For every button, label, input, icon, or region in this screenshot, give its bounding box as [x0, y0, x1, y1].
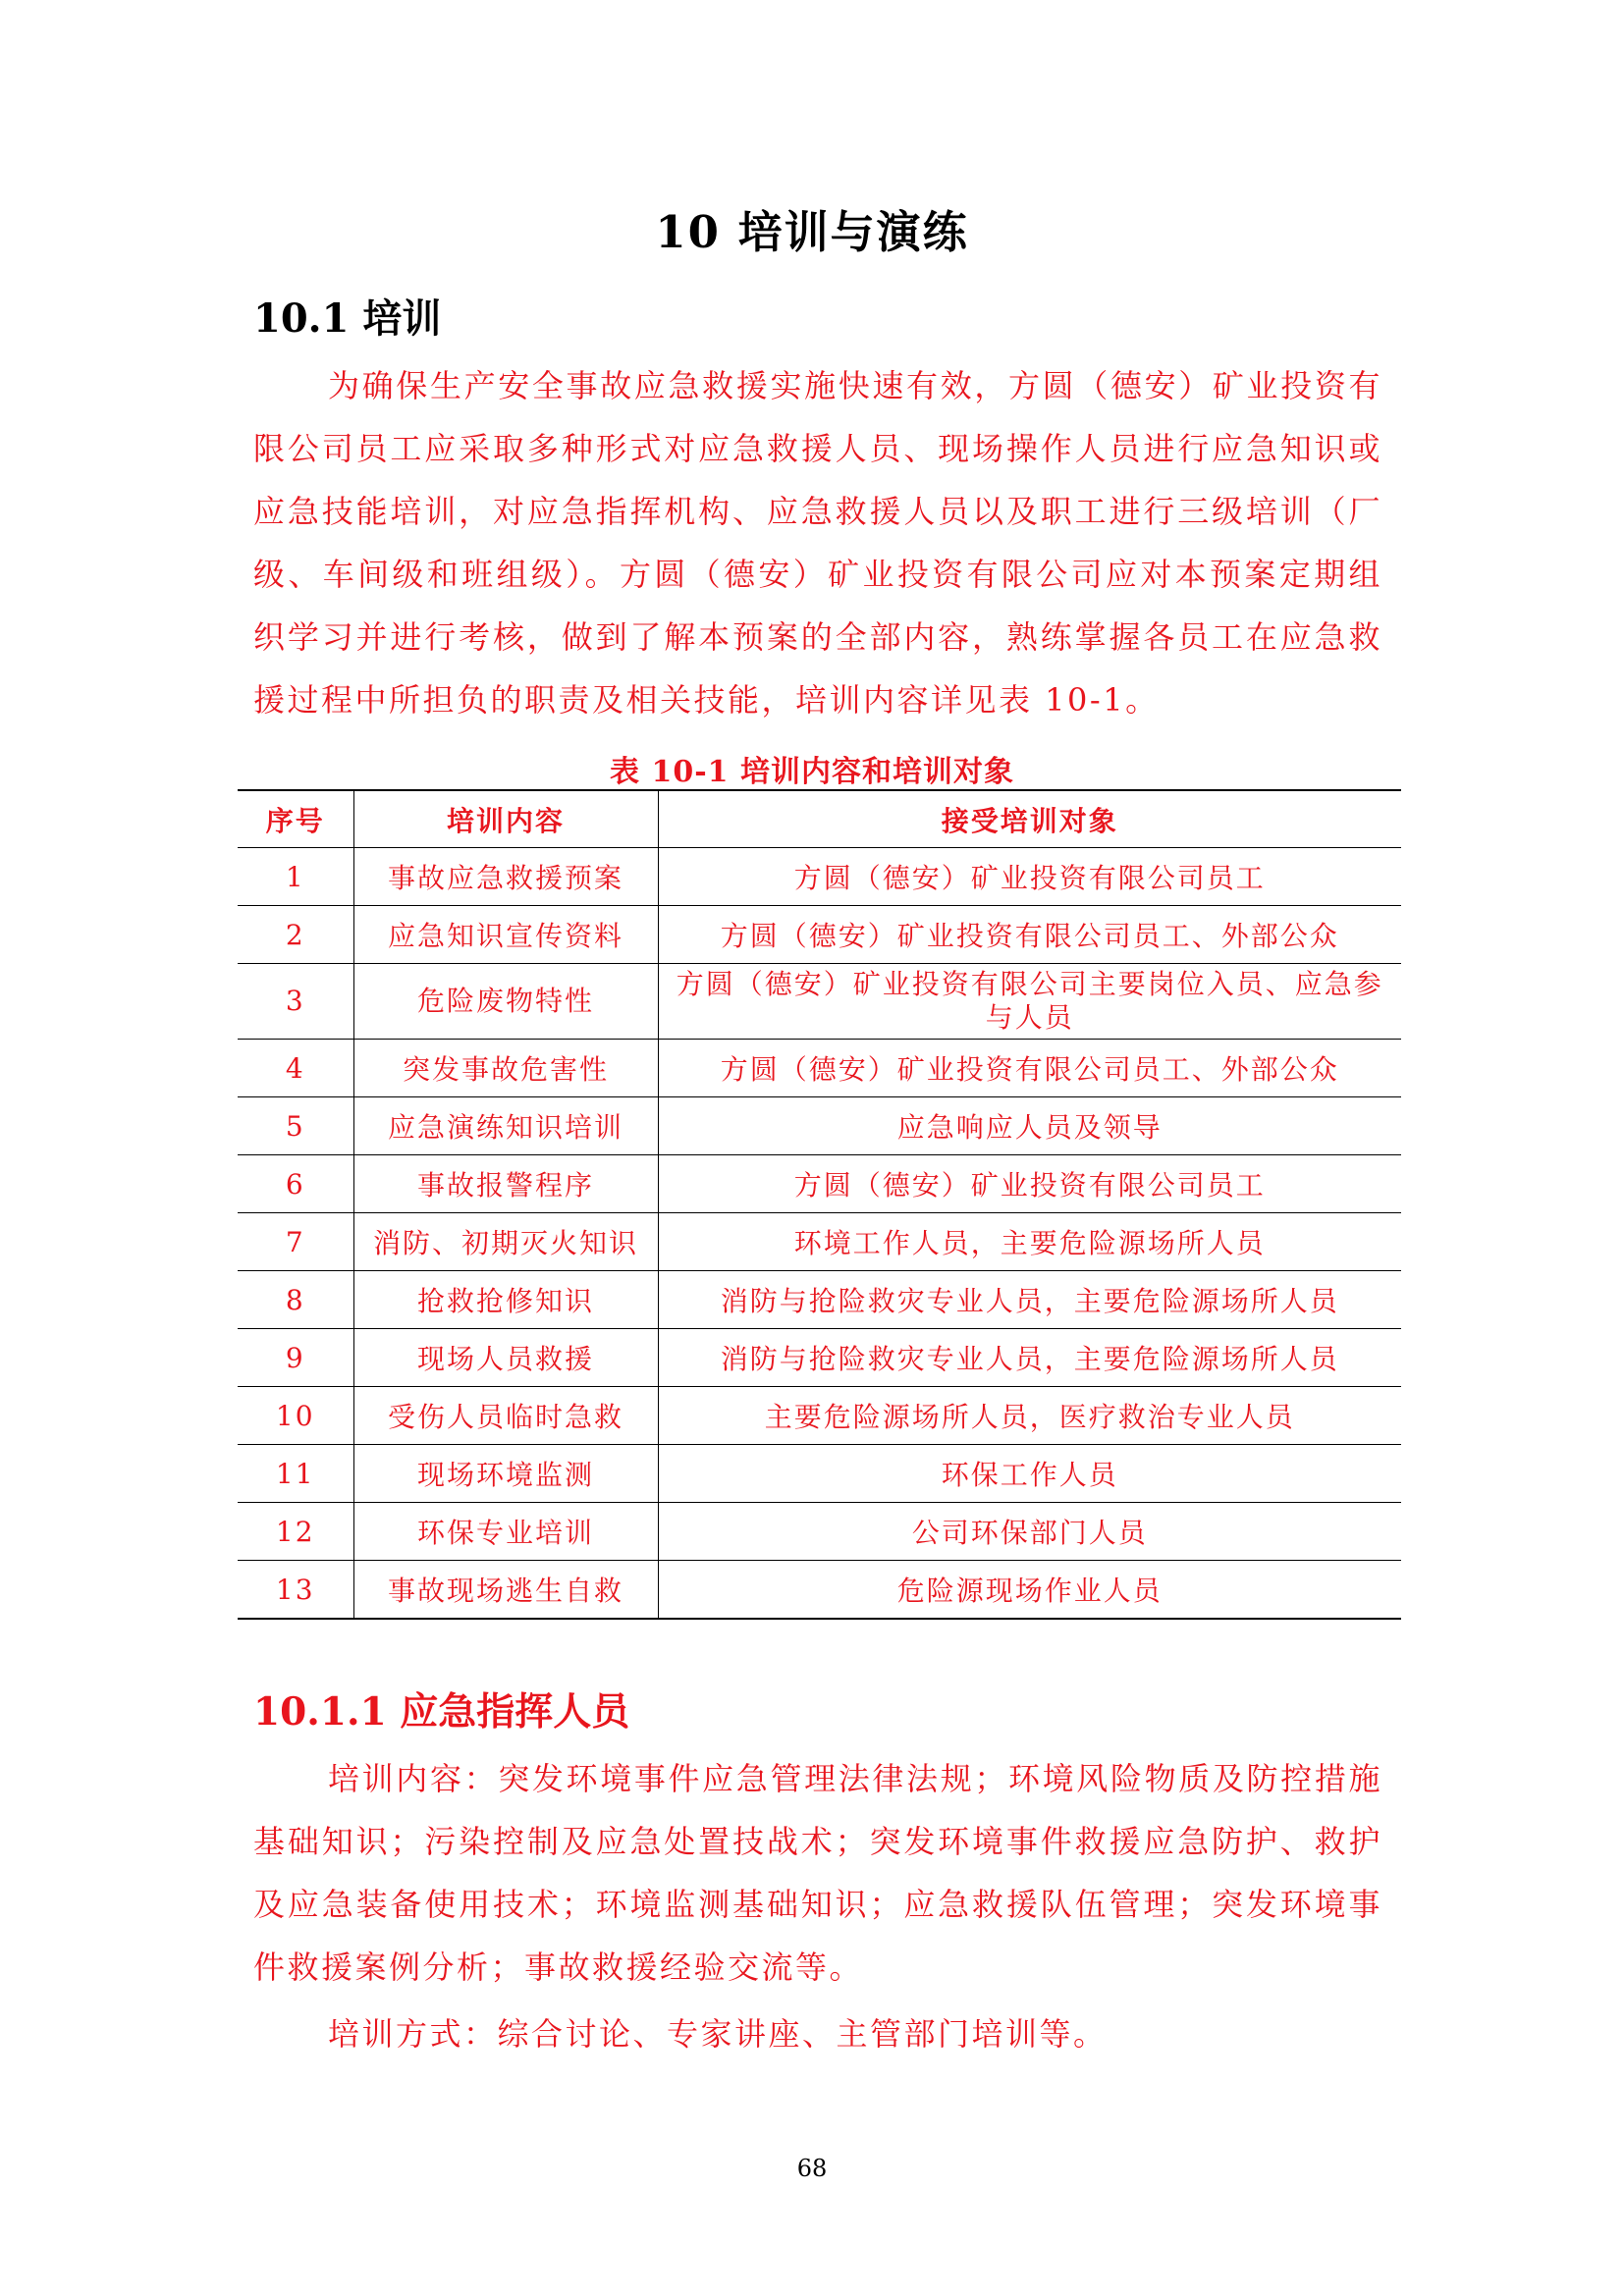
row-target: 消防与抢险救灾专业人员，主要危险源场所人员	[658, 1329, 1401, 1387]
row-number: 6	[238, 1155, 353, 1213]
row-number: 4	[238, 1040, 353, 1097]
training-method-paragraph: 培训方式：综合讨论、专家讲座、主管部门培训等。	[328, 2015, 1108, 2053]
row-target: 危险源现场作业人员	[658, 1561, 1401, 1620]
row-number: 8	[238, 1271, 353, 1329]
row-content: 事故现场逃生自救	[353, 1561, 658, 1620]
row-content: 应急知识宣传资料	[353, 906, 658, 964]
row-content: 应急演练知识培训	[353, 1097, 658, 1155]
table-row	[238, 848, 1401, 906]
table-row	[238, 1213, 1401, 1271]
row-number: 9	[238, 1329, 353, 1387]
table-header-row	[238, 790, 1401, 848]
header-number: 序号	[238, 790, 353, 848]
training-content-paragraph: 培训内容：突发环境事件应急管理法律法规；环境风险物质及防控措施基础知识；污染控制及应急处置技战术；突发环境事件救援应急防护、救护及应急装备使用技术；环境监测基础知识；应急救援队伍管理；突发环境事件救援案例分析；事故救援经验交流等。	[253, 1760, 1382, 1986]
subsection-heading: 10.1.1 应急指挥人员	[253, 1689, 630, 1735]
table-row	[238, 1387, 1401, 1445]
table-row	[238, 964, 1401, 1040]
row-content: 事故报警程序	[353, 1155, 658, 1213]
row-target: 消防与抢险救灾专业人员，主要危险源场所人员	[658, 1271, 1401, 1329]
table-row	[238, 1155, 1401, 1213]
row-number: 1	[238, 848, 353, 906]
row-content: 环保专业培训	[353, 1503, 658, 1561]
row-content: 消防、初期灭火知识	[353, 1213, 658, 1271]
row-content: 受伤人员临时急救	[353, 1387, 658, 1445]
row-number: 10	[238, 1387, 353, 1445]
row-target: 主要危险源场所人员，医疗救治专业人员	[658, 1387, 1401, 1445]
table-row	[238, 1329, 1401, 1387]
table-row	[238, 906, 1401, 964]
row-target: 方圆（德安）矿业投资有限公司员工、外部公众	[658, 1040, 1401, 1097]
row-number: 2	[238, 906, 353, 964]
chapter-title: 10 培训与演练	[655, 206, 969, 258]
training-table	[238, 789, 1401, 1620]
row-target: 环保工作人员	[658, 1445, 1401, 1503]
row-target: 方圆（德安）矿业投资有限公司主要岗位入员、应急参与人员	[658, 964, 1401, 1040]
row-content: 现场人员救援	[353, 1329, 658, 1387]
table-row	[238, 1561, 1401, 1620]
table-caption: 表 10-1 培训内容和培训对象	[610, 755, 1014, 789]
section-heading: 10.1 培训	[253, 295, 442, 342]
row-number: 3	[238, 964, 353, 1040]
row-target: 方圆（德安）矿业投资有限公司员工、外部公众	[658, 906, 1401, 964]
row-target: 应急响应人员及领导	[658, 1097, 1401, 1155]
row-number: 12	[238, 1503, 353, 1561]
table-row	[238, 1097, 1401, 1155]
header-target: 接受培训对象	[658, 790, 1401, 848]
table-row	[238, 1040, 1401, 1097]
row-content: 抢救抢修知识	[353, 1271, 658, 1329]
row-number: 7	[238, 1213, 353, 1271]
row-content: 现场环境监测	[353, 1445, 658, 1503]
table-row	[238, 1445, 1401, 1503]
row-number: 11	[238, 1445, 353, 1503]
intro-paragraph: 为确保生产安全事故应急救援实施快速有效，方圆（德安）矿业投资有限公司员工应采取多种形式对应急救援人员、现场操作人员进行应急知识或应急技能培训，对应急指挥机构、应急救援人员以及职工进行三级培训（厂级、车间级和班组级）。方圆（德安）矿业投资有限公司应对本预案定期组织学习并进行考核，做到了解本预案的全部内容，熟练掌握各员工在应急救援过程中所担负的职责及相关技能，培训内容详见表 10-1。	[253, 367, 1382, 719]
table-row	[238, 1271, 1401, 1329]
row-target: 公司环保部门人员	[658, 1503, 1401, 1561]
row-content: 事故应急救援预案	[353, 848, 658, 906]
row-target: 方圆（德安）矿业投资有限公司员工	[658, 848, 1401, 906]
page-number: 68	[796, 2155, 828, 2182]
row-target: 方圆（德安）矿业投资有限公司员工	[658, 1155, 1401, 1213]
table-row	[238, 1503, 1401, 1561]
row-number: 5	[238, 1097, 353, 1155]
row-content: 突发事故危害性	[353, 1040, 658, 1097]
header-content: 培训内容	[353, 790, 658, 848]
row-target: 环境工作人员，主要危险源场所人员	[658, 1213, 1401, 1271]
row-number: 13	[238, 1561, 353, 1620]
row-content: 危险废物特性	[353, 964, 658, 1040]
